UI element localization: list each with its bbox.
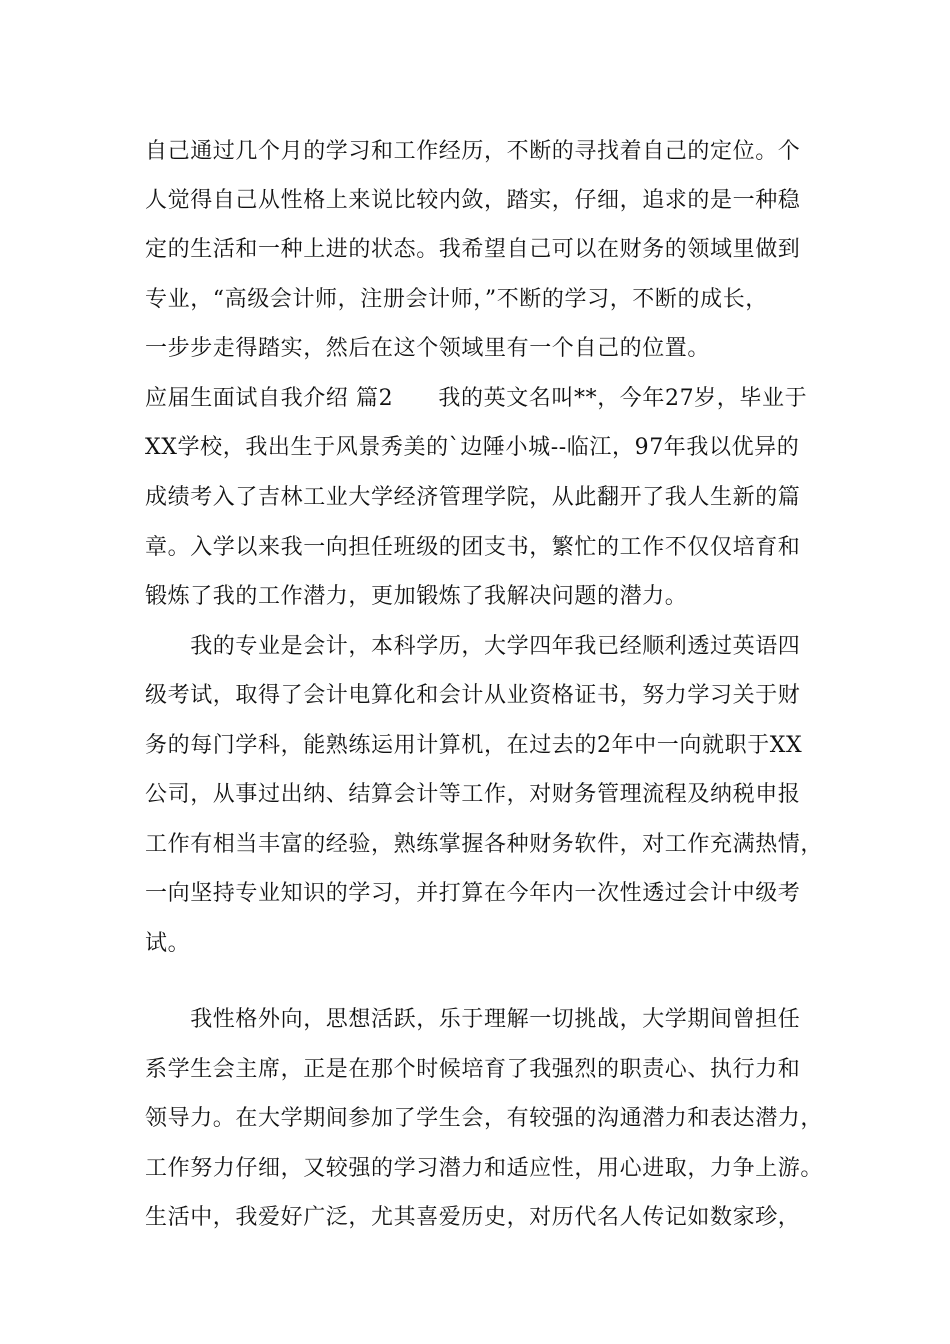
text-line: 级考试，取得了会计电算化和会计从业资格证书，努力学习关于财	[145, 683, 801, 708]
section-heading-line: 应届生面试自我介绍 篇2 我的英文名叫**，今年27岁，毕业于	[145, 386, 808, 411]
text-line: 一向坚持专业知识的学习，并打算在今年内一次性透过会计中级考	[145, 881, 801, 906]
text-line: 我的专业是会计，本科学历，大学四年我已经顺利透过英语四	[145, 634, 801, 659]
text-line: 公司，从事过出纳、结算会计等工作，对财务管理流程及纳税申报	[145, 782, 801, 807]
text-line: 锻炼了我的工作潜力，更加锻炼了我解决问题的潜力。	[145, 584, 688, 609]
text-line: 一步步走得踏实，然后在这个领域里有一个自己的位置。	[145, 336, 711, 361]
text-line: 我性格外向，思想活跃，乐于理解一切挑战，大学期间曾担任	[145, 1007, 801, 1032]
text-line: XX学校，我出生于风景秀美的`边陲小城--临江，97年我以优异的	[145, 435, 800, 460]
text-line: 试。	[145, 931, 191, 956]
text-line: 系学生会主席，正是在那个时候培育了我强烈的职责心、执行力和	[145, 1057, 801, 1082]
text-line: 生活中，我爱好广泛，尤其喜爱历史，对历代名人传记如数家珍，	[145, 1205, 801, 1230]
text-line: 自己通过几个月的学习和工作经历，不断的寻找着自己的定位。个	[145, 139, 801, 164]
text-line: 务的每门学科，能熟练运用计算机，在过去的2年中一向就职于XX	[145, 733, 803, 758]
text-line: 专业，“高级会计师，注册会计师，”不断的学习，不断的成长，	[145, 287, 768, 312]
text-line: 工作努力仔细，又较强的学习潜力和适应性，用心进取，力争上游。	[145, 1156, 824, 1181]
text-line: 人觉得自己从性格上来说比较内敛，踏实，仔细，追求的是一种稳	[145, 188, 801, 213]
text-line: 成绩考入了吉林工业大学经济管理学院，从此翻开了我人生新的篇	[145, 485, 801, 510]
text-line: 定的生活和一种上进的状态。我希望自己可以在财务的领域里做到	[145, 237, 801, 262]
text-line: 章。入学以来我一向担任班级的团支书，繁忙的工作不仅仅培育和	[145, 535, 801, 560]
text-line: 工作有相当丰富的经验，熟练掌握各种财务软件，对工作充满热情，	[145, 832, 824, 857]
text-line: 领导力。在大学期间参加了学生会，有较强的沟通潜力和表达潜力，	[145, 1106, 824, 1131]
